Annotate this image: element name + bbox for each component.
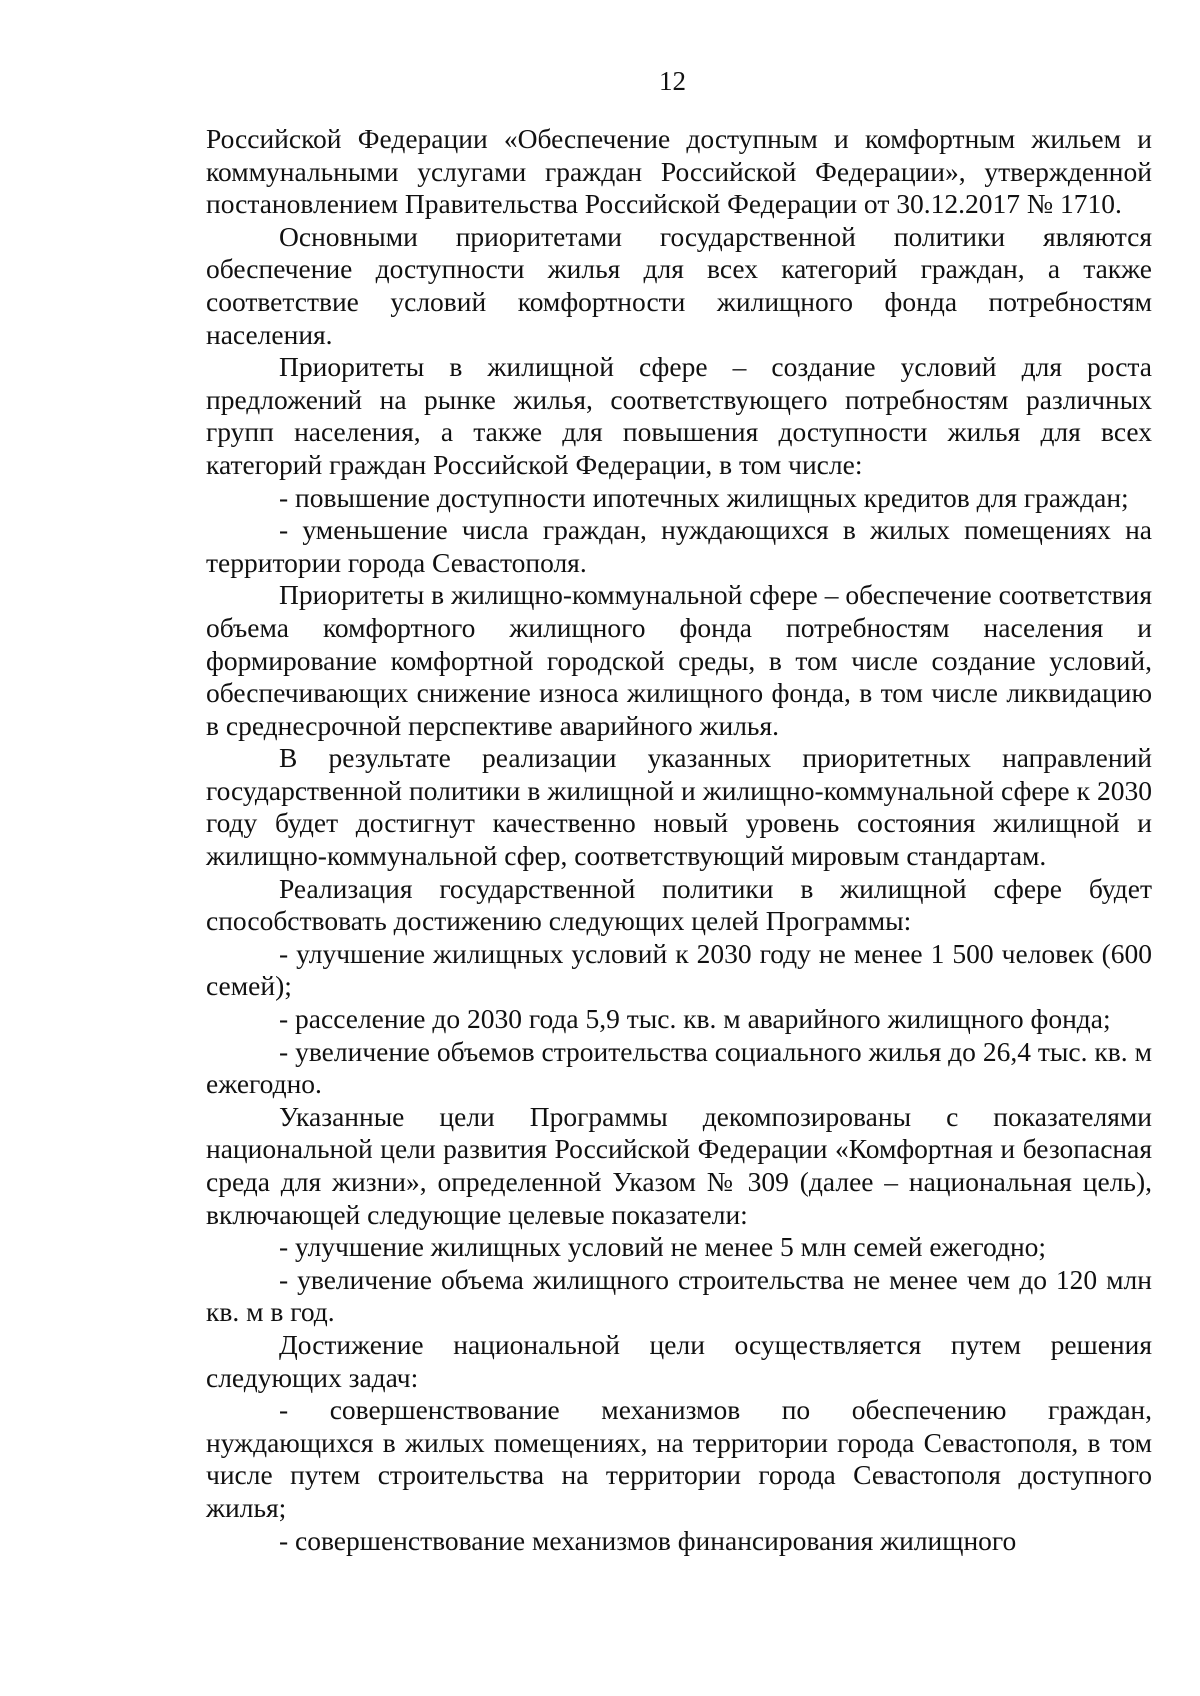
paragraph: Достижение национальной цели осуществляется путем решения следующих задач:: [206, 1328, 1152, 1393]
paragraph: Реализация государственной политики в жилищной сфере будет способствовать достижению следующих целей Программы:: [206, 872, 1152, 937]
paragraph: Приоритеты в жилищной сфере – создание условий для роста предложений на рынке жилья, соответствующего потребностям различных групп населения, а также для повышения доступности жилья для всех категорий граждан Российской Федерации, в том числе:: [206, 351, 1152, 480]
paragraph: Приоритеты в жилищно-коммунальной сфере – обеспечение соответствия объема комфортного жилищного фонда потребностям населения и формирование комфортной городской среды, в том числе создание условий, обеспечивающих снижение износа жилищного фонда, в том числе ликвидацию в среднесрочной перспективе аварийного жилья.: [206, 579, 1152, 741]
list-item: - увеличение объема жилищного строительства не менее чем до 120 млн кв. м в год.: [206, 1263, 1152, 1328]
paragraph: Российской Федерации «Обеспечение доступным и комфортным жильем и коммунальными услугами граждан Российской Федерации», утвержденной постановлением Правительства Российской Федерации от 30.12.2017 № 1710.: [206, 123, 1152, 220]
list-item: - расселение до 2030 года 5,9 тыс. кв. м аварийного жилищного фонда;: [279, 1003, 1111, 1035]
list-item: - совершенствование механизмов финансирования жилищного: [279, 1524, 1017, 1556]
paragraph: Основными приоритетами государственной политики являются обеспечение доступности жилья для всех категорий граждан, а также соответствие условий комфортности жилищного фонда потребностям населения.: [206, 220, 1152, 350]
list-item: - увеличение объемов строительства социального жилья до 26,4 тыс. кв. м ежегодно.: [206, 1035, 1152, 1100]
paragraph: В результате реализации указанных приоритетных направлений государственной политики в жилищной и жилищно-коммунальной сфере к 2030 году будет достигнут качественно новый уровень состояния жилищной и жилищно-коммунальной сфер, соответствующий мировым стандартам.: [206, 742, 1152, 872]
list-item: - улучшение жилищных условий к 2030 году не менее 1 500 человек (600 семей);: [206, 937, 1152, 1002]
list-item: - уменьшение числа граждан, нуждающихся в жилых помещениях на территории города Севастополя.: [206, 514, 1152, 578]
page-number: 12: [659, 66, 686, 96]
body-text: [206, 123, 1152, 1557]
paragraph: Указанные цели Программы декомпозированы с показателями национальной цели развития Российской Федерации «Комфортная и безопасная среда для жизни», определенной Указом № 309 (далее – национальная цель), включающей следующие целевые показатели:: [206, 1100, 1152, 1230]
list-item: - повышение доступности ипотечных жилищных кредитов для граждан;: [279, 481, 1129, 513]
list-item: - совершенствование механизмов по обеспечению граждан, нуждающихся в жилых помещениях, на территории города Севастополя, в том числе путем строительства на территории города Севастополя доступного жилья;: [206, 1394, 1152, 1523]
list-item: - улучшение жилищных условий не менее 5 млн семей ежегодно;: [279, 1231, 1047, 1263]
